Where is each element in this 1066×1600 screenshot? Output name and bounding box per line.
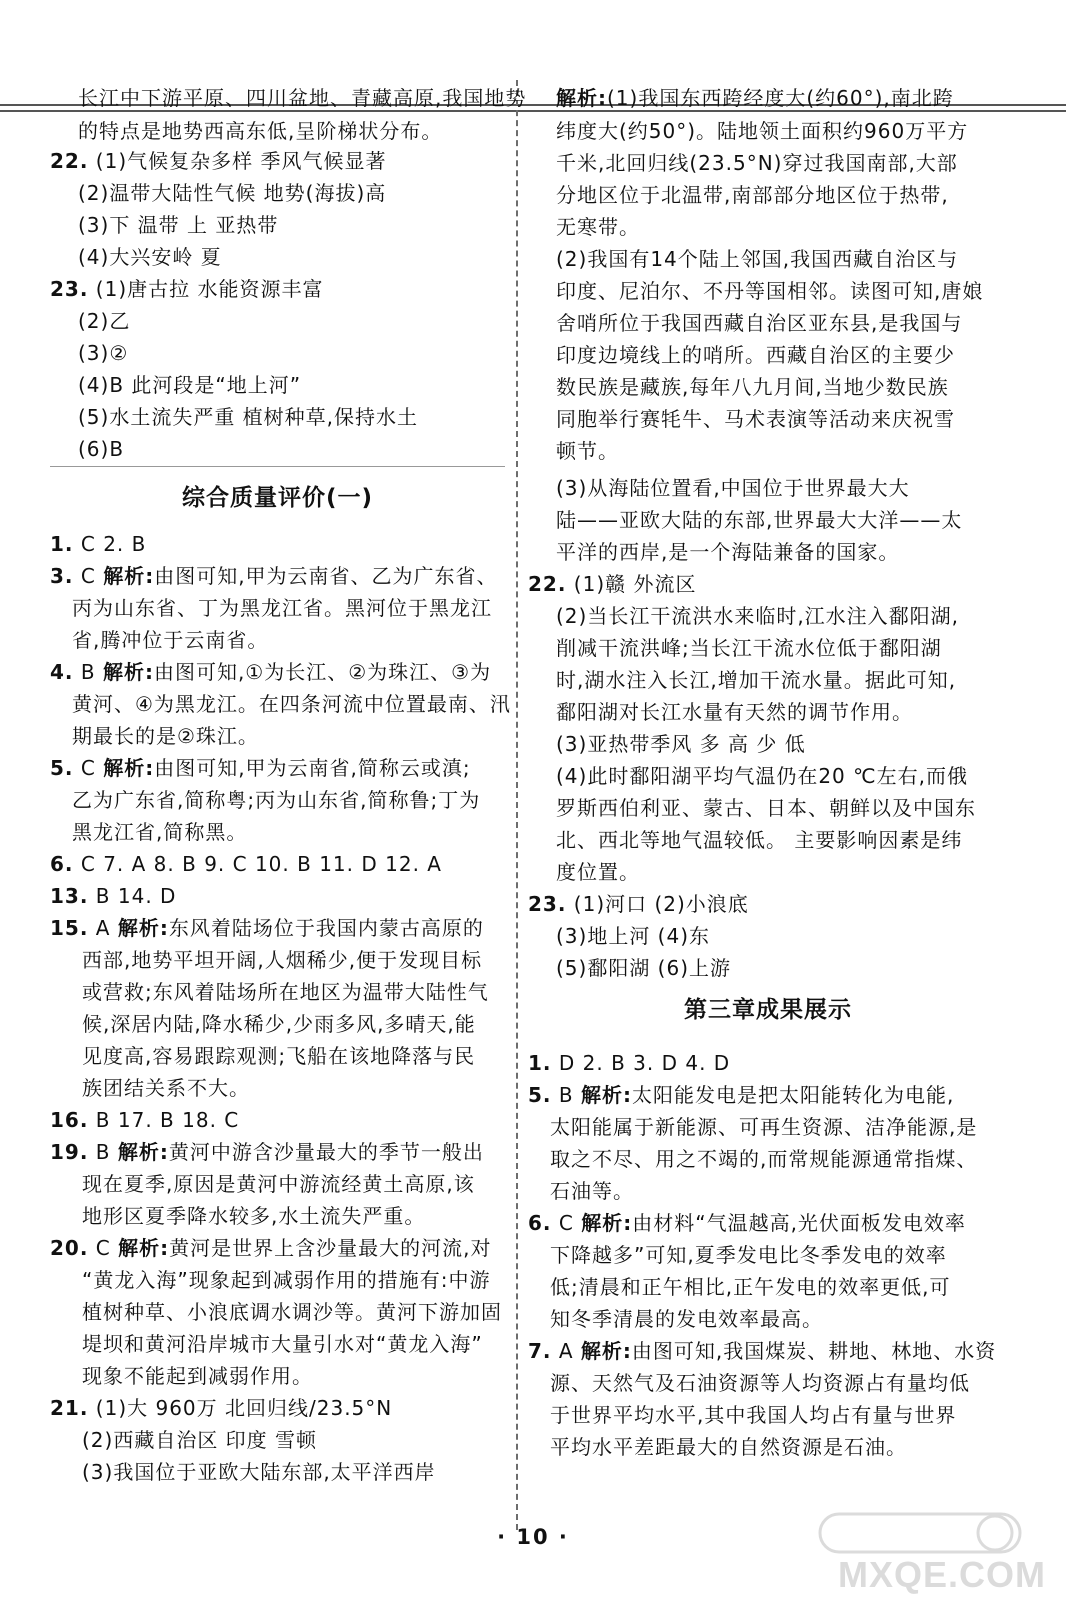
line-text: 省,腾冲位于云南省。 bbox=[72, 628, 269, 652]
line-text: (4)此时鄱阳湖平均气温仍在20 ℃左右,而俄 bbox=[556, 764, 968, 788]
left-text-line bbox=[82, 1204, 425, 1228]
question-number: 4. bbox=[50, 660, 74, 684]
right-text-line bbox=[556, 732, 806, 756]
question-number: 7. bbox=[528, 1339, 552, 1363]
right-text-line bbox=[556, 668, 956, 692]
line-text: 堤坝和黄河沿岸城市大量引水对“黄龙入海” bbox=[82, 1332, 483, 1356]
question-number: 19. bbox=[50, 1140, 89, 1164]
left-section-rule bbox=[50, 466, 505, 467]
line-text: 植树种草、小浪底调水调沙等。黄河下游加固 bbox=[82, 1300, 502, 1324]
line-text: 北、西北等地气温较低。 主要影响因素是纬 bbox=[556, 828, 963, 852]
analysis-label: 解析 bbox=[118, 1236, 161, 1260]
left-text-line bbox=[78, 119, 442, 143]
line-text: (1)气候复杂多样 季风气候显著 bbox=[88, 149, 387, 173]
line-text: 黄河、④为黑龙江。在四条河流中位置最南、汛 bbox=[72, 692, 511, 716]
line-text: 现象不能起到减弱作用。 bbox=[82, 1364, 313, 1388]
analysis-label: 解析 bbox=[580, 1339, 623, 1363]
line-text: 陆——亚欧大陆的东部,世界最大大洋——太 bbox=[556, 508, 963, 532]
left-text-line bbox=[72, 628, 268, 652]
line-text: 顿节。 bbox=[556, 439, 619, 463]
right-text-line bbox=[556, 151, 958, 175]
line-text: B 14. D bbox=[88, 884, 177, 908]
right-text-line bbox=[556, 956, 731, 980]
right-text-line bbox=[550, 1371, 970, 1395]
analysis-colon: : bbox=[145, 756, 155, 780]
line-text: (1)赣 外流区 bbox=[566, 572, 697, 596]
line-text: 平均水平差距最大的自然资源是石油。 bbox=[550, 1435, 907, 1459]
right-text-line bbox=[550, 1115, 977, 1139]
line-text: 黄河是世界上含沙量最大的河流,对 bbox=[169, 1236, 492, 1260]
right-text-line bbox=[556, 860, 640, 884]
question-number: 15. bbox=[50, 916, 89, 940]
line-text: 同胞举行赛牦牛、马术表演等活动来庆祝雪 bbox=[556, 407, 955, 431]
answer-choice: C bbox=[73, 564, 104, 588]
right-text-line bbox=[556, 183, 949, 207]
line-text: 鄱阳湖对长江水量有天然的调节作用。 bbox=[556, 700, 913, 724]
right-text-line bbox=[556, 247, 958, 271]
line-text: (1)我国东西跨经度大(约60°),南北跨 bbox=[607, 86, 954, 110]
right-text-line bbox=[556, 636, 942, 660]
question-number: 23. bbox=[50, 277, 89, 301]
left-text-line bbox=[50, 1396, 392, 1420]
line-text: 乙为广东省,简称粤;丙为山东省,简称鲁;丁为 bbox=[72, 788, 481, 812]
right-text-line bbox=[556, 540, 899, 564]
line-text: 见度高,容易跟踪观测;飞船在该地降落与民 bbox=[82, 1044, 476, 1068]
line-text: 由图可知,我国煤炭、耕地、林地、水资 bbox=[631, 1339, 997, 1363]
question-number: 23. bbox=[528, 892, 567, 916]
right-text-line bbox=[556, 700, 913, 724]
line-text: 地形区夏季降水较多,水土流失严重。 bbox=[82, 1204, 426, 1228]
left-text-line bbox=[78, 213, 278, 237]
left-text-line bbox=[50, 916, 484, 940]
line-text: B 17. B 18. C bbox=[88, 1108, 240, 1132]
line-text: 太阳能发电是把太阳能转化为电能, bbox=[631, 1083, 955, 1107]
line-text: “黄龙入海”现象起到减弱作用的措施有:中游 bbox=[82, 1268, 491, 1292]
line-text: 知冬季清晨的发电效率最高。 bbox=[550, 1307, 823, 1331]
line-text: 由图可知,①为长江、②为珠江、③为 bbox=[153, 660, 492, 684]
left-text-line bbox=[72, 596, 492, 620]
analysis-colon: : bbox=[622, 1339, 632, 1363]
analysis-colon: : bbox=[160, 1236, 170, 1260]
analysis-colon: : bbox=[598, 86, 607, 110]
watermark-url: MXQE.COM bbox=[838, 1554, 1047, 1595]
question-number: 3. bbox=[50, 564, 74, 588]
left-text-line bbox=[82, 1332, 483, 1356]
right-text-line bbox=[550, 1307, 823, 1331]
right-text-line bbox=[556, 375, 949, 399]
right-text-line bbox=[550, 1403, 956, 1427]
line-text: (1)唐古拉 水能资源丰富 bbox=[88, 277, 324, 301]
question-number: 13. bbox=[50, 884, 89, 908]
question-number: 1. bbox=[528, 1051, 552, 1075]
analysis-colon: : bbox=[623, 1211, 633, 1235]
left-text-line bbox=[82, 1428, 317, 1452]
right-text-line bbox=[550, 1435, 907, 1459]
analysis-label: 解析 bbox=[103, 564, 146, 588]
left-text-line bbox=[82, 1460, 436, 1484]
analysis-label: 解析 bbox=[556, 86, 598, 110]
line-text: (1)河口 (2)小浪底 bbox=[566, 892, 749, 916]
right-text-line bbox=[556, 279, 983, 303]
left-text-line bbox=[78, 341, 128, 365]
left-text-line bbox=[82, 1044, 475, 1068]
answer-choice: B bbox=[88, 1140, 118, 1164]
right-text-line bbox=[556, 828, 962, 852]
answer-choice: C bbox=[551, 1211, 582, 1235]
analysis-colon: : bbox=[622, 1083, 632, 1107]
question-number: 22. bbox=[528, 572, 567, 596]
left-text-line bbox=[72, 692, 511, 716]
left-text-line bbox=[82, 1364, 313, 1388]
right-text-line bbox=[528, 1211, 966, 1235]
answer-choice: A bbox=[551, 1339, 581, 1363]
line-text: (2)乙 bbox=[78, 309, 131, 333]
left-text-line bbox=[50, 277, 323, 301]
line-text: 千米,北回归线(23.5°N)穿过我国南部,大部 bbox=[556, 151, 958, 175]
analysis-colon: : bbox=[144, 660, 154, 684]
right-text-line bbox=[556, 311, 962, 335]
right-text-line bbox=[528, 1051, 730, 1075]
question-number: 22. bbox=[50, 149, 89, 173]
line-text: 族团结关系不大。 bbox=[82, 1076, 250, 1100]
left-text-line bbox=[78, 405, 418, 429]
line-text: (3)② bbox=[78, 341, 129, 365]
right-text-line bbox=[556, 924, 710, 948]
line-text: 低;清晨和正午相比,正午发电的效率更低,可 bbox=[550, 1275, 951, 1299]
line-text: (2)温带大陆性气候 地势(海拔)高 bbox=[78, 181, 387, 205]
line-text: (3)从海陆位置看,中国位于世界最大大 bbox=[556, 476, 910, 500]
analysis-label: 解析 bbox=[117, 916, 160, 940]
line-text: 太阳能属于新能源、可再生资源、洁净能源,是 bbox=[550, 1115, 978, 1139]
left-text-line bbox=[82, 1300, 502, 1324]
line-text: (3)亚热带季风 多 高 少 低 bbox=[556, 732, 806, 756]
line-text: 分地区位于北温带,南部部分地区位于热带, bbox=[556, 183, 949, 207]
watermark-logo bbox=[810, 1508, 1050, 1593]
right-text-line bbox=[528, 572, 696, 596]
right-text-line bbox=[528, 1083, 954, 1107]
left-text-line bbox=[72, 724, 259, 748]
line-text: 长江中下游平原、四川盆地、青藏高原,我国地势 bbox=[78, 86, 527, 110]
left-text-line bbox=[50, 1108, 239, 1132]
left-text-line bbox=[50, 884, 176, 908]
left-text-line bbox=[50, 756, 471, 780]
line-text: (1)大 960万 北回归线/23.5°N bbox=[88, 1396, 393, 1420]
right-text-line bbox=[550, 1275, 950, 1299]
line-text: C 7. A 8. B 9. C 10. B 11. D 12. A bbox=[73, 852, 442, 876]
line-text: (4)B 此河段是“地上河” bbox=[78, 373, 302, 397]
analysis-label: 解析 bbox=[102, 660, 145, 684]
line-text: (4)大兴安岭 夏 bbox=[78, 245, 222, 269]
line-text: 黄河中游含沙量最大的季节一般出 bbox=[168, 1140, 484, 1164]
line-text: (2)当长江干流洪水来临时,江水注入鄱阳湖, bbox=[556, 604, 960, 628]
line-text: 源、天然气及石油资源等人均资源占有量均低 bbox=[550, 1371, 970, 1395]
question-number: 6. bbox=[528, 1211, 552, 1235]
line-text: 石油等。 bbox=[550, 1179, 634, 1203]
left-text-line bbox=[50, 660, 491, 684]
left-text-line bbox=[50, 1140, 484, 1164]
analysis-colon: : bbox=[145, 564, 155, 588]
left-text-line bbox=[50, 564, 498, 588]
line-text: 数民族是藏族,每年八九月间,当地少数民族 bbox=[556, 375, 949, 399]
line-text: 度位置。 bbox=[556, 860, 640, 884]
left-text-line bbox=[78, 309, 130, 333]
analysis-colon: : bbox=[159, 1140, 169, 1164]
question-number: 6. bbox=[50, 852, 74, 876]
right-text-line bbox=[556, 439, 619, 463]
line-text: 丙为山东省、丁为黑龙江省。黑河位于黑龙江 bbox=[72, 596, 492, 620]
line-text: C 2. B bbox=[73, 532, 147, 556]
line-text: (5)鄱阳湖 (6)上游 bbox=[556, 956, 732, 980]
line-text: 舍哨所位于我国西藏自治区亚东县,是我国与 bbox=[556, 311, 963, 335]
left-text-line bbox=[50, 1236, 491, 1260]
right-text-line bbox=[556, 215, 640, 239]
line-text: 候,深居内陆,降水稀少,少雨多风,多晴天,能 bbox=[82, 1012, 476, 1036]
answer-choice: C bbox=[88, 1236, 119, 1260]
line-text: 黑龙江省,简称黑。 bbox=[72, 820, 248, 844]
right-text-line bbox=[556, 764, 968, 788]
line-text: 时,湖水注入长江,增加干流水量。据此可知, bbox=[556, 668, 957, 692]
line-text: 取之不尽、用之不竭的,而常规能源通常指煤、 bbox=[550, 1147, 978, 1171]
analysis-colon: : bbox=[159, 916, 169, 940]
right-text-line bbox=[556, 343, 955, 367]
question-number: 1. bbox=[50, 532, 74, 556]
left-text-line bbox=[50, 532, 146, 556]
line-text: 西部,地势平坦开阔,人烟稀少,便于发现目标 bbox=[82, 948, 483, 972]
question-number: 20. bbox=[50, 1236, 89, 1260]
column-divider bbox=[516, 80, 518, 1530]
line-text: 纬度大(约50°)。陆地领土面积约960万平方 bbox=[556, 119, 969, 143]
line-text: D 2. B 3. D 4. D bbox=[551, 1051, 731, 1075]
line-text: (2)西藏自治区 印度 雪顿 bbox=[82, 1428, 318, 1452]
answer-choice: A bbox=[88, 916, 118, 940]
answer-choice: B bbox=[551, 1083, 581, 1107]
right-text-line bbox=[550, 1243, 947, 1267]
right-text-line bbox=[556, 796, 976, 820]
left-text-line bbox=[78, 437, 124, 461]
answer-choice: B bbox=[73, 660, 103, 684]
page-number: · 10 · bbox=[497, 1525, 569, 1549]
left-text-line bbox=[78, 245, 222, 269]
line-text: 的特点是地势西高东低,呈阶梯状分布。 bbox=[78, 119, 443, 143]
line-text: (5)水土流失严重 植树种草,保持水土 bbox=[78, 405, 419, 429]
line-text: 于世界平均水平,其中我国人均占有量与世界 bbox=[550, 1403, 957, 1427]
left-text-line bbox=[82, 980, 489, 1004]
question-number: 5. bbox=[50, 756, 74, 780]
section-heading-comprehensive-evaluation: 综合质量评价(一) bbox=[181, 485, 374, 511]
line-text: 由图可知,甲为云南省,简称云或滇; bbox=[154, 756, 471, 780]
line-text: 期最长的是②珠江。 bbox=[72, 724, 259, 748]
line-text: 由材料“气温越高,光伏面板发电效率 bbox=[632, 1211, 966, 1235]
line-text: (3)下 温带 上 亚热带 bbox=[78, 213, 279, 237]
analysis-label: 解析 bbox=[103, 756, 146, 780]
line-text: 印度边境线上的哨所。西藏自治区的主要少 bbox=[556, 343, 955, 367]
analysis-label: 解析 bbox=[580, 1083, 623, 1107]
left-text-line bbox=[50, 852, 442, 876]
left-text-line bbox=[82, 948, 482, 972]
left-text-line bbox=[72, 788, 480, 812]
right-text-line bbox=[550, 1179, 634, 1203]
right-text-line bbox=[556, 119, 968, 143]
line-text: 由图可知,甲为云南省、乙为广东省、 bbox=[154, 564, 498, 588]
left-text-line bbox=[82, 1012, 476, 1036]
line-text: 罗斯西伯利亚、蒙古、日本、朝鲜以及中国东 bbox=[556, 796, 976, 820]
right-text-line bbox=[550, 1147, 977, 1171]
left-text-line bbox=[82, 1268, 490, 1292]
left-text-line bbox=[72, 820, 247, 844]
line-text: (2)我国有14个陆上邻国,我国西藏自治区与 bbox=[556, 247, 959, 271]
left-text-line bbox=[82, 1076, 250, 1100]
line-text: 东风着陆场位于我国内蒙古高原的 bbox=[168, 916, 484, 940]
question-number: 21. bbox=[50, 1396, 89, 1420]
question-number: 5. bbox=[528, 1083, 552, 1107]
line-text: 削减干流洪峰;当长江干流水位低于鄱阳湖 bbox=[556, 636, 942, 660]
right-text-line bbox=[556, 86, 954, 110]
right-text-line bbox=[556, 476, 910, 500]
right-text-line bbox=[556, 508, 962, 532]
left-text-line bbox=[82, 1172, 475, 1196]
line-text: 平洋的西岸,是一个海陆兼备的国家。 bbox=[556, 540, 900, 564]
left-text-line bbox=[78, 373, 301, 397]
right-text-line bbox=[556, 407, 955, 431]
line-text: 无寒带。 bbox=[556, 215, 640, 239]
analysis-label: 解析 bbox=[581, 1211, 624, 1235]
left-text-line bbox=[50, 149, 386, 173]
line-text: (6)B bbox=[78, 437, 125, 461]
section-heading-chapter3-results: 第三章成果展示 bbox=[684, 997, 852, 1023]
right-text-line bbox=[528, 1339, 996, 1363]
line-text: 印度、尼泊尔、不丹等国相邻。读图可知,唐娘 bbox=[556, 279, 984, 303]
right-text-line bbox=[556, 604, 959, 628]
line-text: 或营救;东风着陆场所在地区为温带大陆性气 bbox=[82, 980, 489, 1004]
answer-choice: C bbox=[73, 756, 104, 780]
right-text-line bbox=[528, 892, 749, 916]
top-rule-2 bbox=[0, 110, 1066, 112]
line-text: 下降越多”可知,夏季发电比冬季发电的效率 bbox=[550, 1243, 947, 1267]
left-text-line bbox=[78, 86, 526, 110]
watermark-stamp-icon bbox=[810, 1508, 1040, 1558]
line-text: (3)地上河 (4)东 bbox=[556, 924, 711, 948]
question-number: 16. bbox=[50, 1108, 89, 1132]
analysis-label: 解析 bbox=[117, 1140, 160, 1164]
line-text: 现在夏季,原因是黄河中游流经黄土高原,该 bbox=[82, 1172, 475, 1196]
line-text: (3)我国位于亚欧大陆东部,太平洋西岸 bbox=[82, 1460, 436, 1484]
left-text-line bbox=[78, 181, 386, 205]
